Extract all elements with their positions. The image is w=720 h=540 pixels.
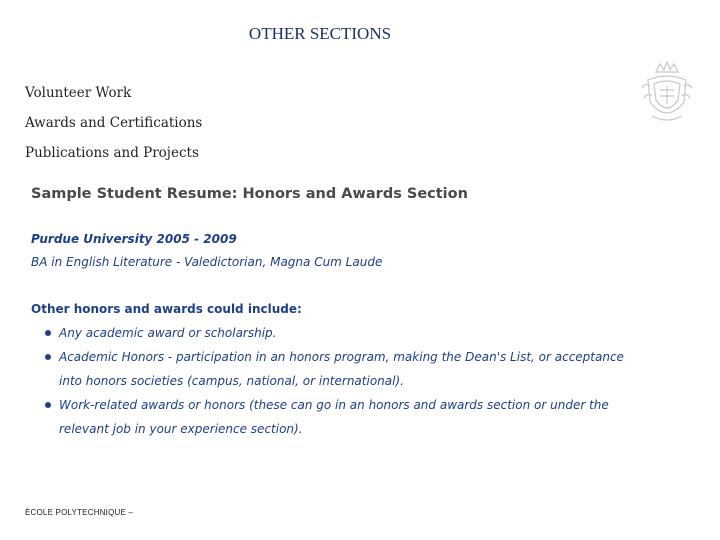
sample-resume-excerpt bbox=[31, 186, 671, 441]
school-crest-icon bbox=[638, 58, 696, 128]
bullet-text: Academic Honors - participation in an honors program, making the Dean's List, or acceptance into honors societies (campus, national, or international). bbox=[59, 350, 624, 388]
footer-text: ÉCOLE POLYTECHNIQUE – bbox=[25, 508, 134, 517]
topic-item: Volunteer Work bbox=[25, 85, 132, 101]
list-item bbox=[59, 393, 625, 441]
list-item bbox=[59, 321, 625, 345]
list-item bbox=[59, 345, 625, 393]
resume-degree: BA in English Literature - Valedictorian, Magna Cum Laude bbox=[31, 255, 383, 269]
other-honors-heading: Other honors and awards could include: bbox=[31, 302, 302, 316]
topic-item: Awards and Certifications bbox=[25, 115, 203, 131]
topic-list bbox=[25, 78, 202, 168]
bullet-text: Any academic award or scholarship. bbox=[59, 326, 277, 340]
slide-title: OTHER SECTIONS bbox=[248, 24, 392, 43]
honors-bullet-list bbox=[31, 321, 671, 441]
bullet-icon bbox=[45, 354, 51, 360]
resume-university: Purdue University 2005 - 2009 bbox=[31, 232, 237, 246]
topic-item: Publications and Projects bbox=[25, 145, 199, 161]
bullet-icon bbox=[45, 330, 51, 336]
bullet-icon bbox=[45, 402, 51, 408]
bullet-text: Work-related awards or honors (these can go in an honors and awards section or under the relevant job in your experience section). bbox=[59, 398, 609, 436]
resume-heading: Sample Student Resume: Honors and Awards Section bbox=[31, 186, 468, 202]
